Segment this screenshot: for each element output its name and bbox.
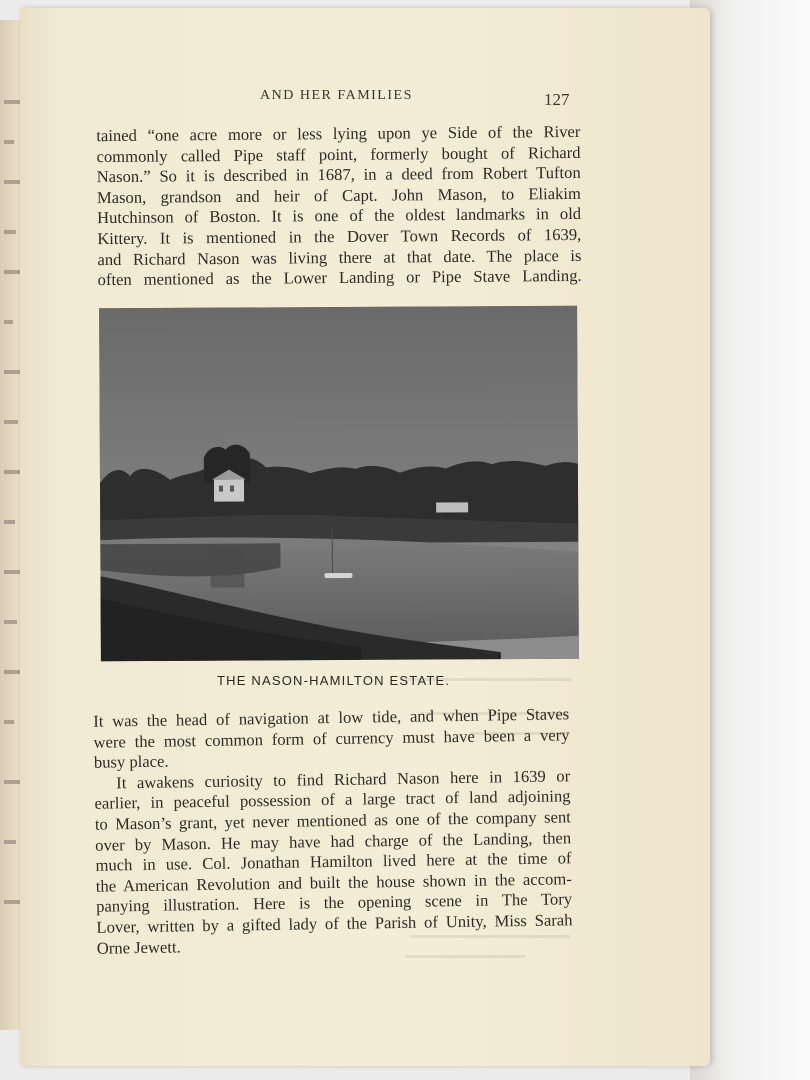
text-line: It was the head of navigation at low tide, and when Pipe Staves [93, 704, 570, 731]
text-line: Nason.” So it is described in 1687, in a deed from Robert Tufton [96, 163, 581, 187]
text-line: the American Revolution and built the house shown in the accom- [95, 869, 572, 896]
text-line: It awakens curiosity to find Richard Nason here in 1639 or [116, 766, 571, 793]
text-line: Kittery. It is mentioned in the Dover Town Records of 1639, [97, 224, 582, 249]
page-number: 127 [544, 90, 570, 109]
estate-photograph [99, 306, 579, 661]
text-line: Hutchinson of Boston. It is one of the oldest landmarks in old [97, 204, 582, 228]
text-line: busy place. [93, 751, 169, 772]
paragraph-continuation [93, 704, 573, 959]
text-line: often mentioned as the Lower Landing or Pipe Stave Landing. [97, 266, 582, 290]
paragraph-opening [96, 122, 581, 291]
text-line: Mason, grandson and heir of Capt. John Mason, to Eliakim [96, 183, 581, 207]
text-line: Lover, written by a gifted lady of the Parish of Unity, Miss Sarah [96, 910, 573, 937]
text-line: Orne Jewett. [96, 936, 181, 958]
text-line: tained “one acre more or less lying upon ye Side of the River [96, 121, 581, 146]
text-line: over by Mason. He may have had charge of the Landing, then [95, 827, 572, 855]
running-head: AND HER FAMILIES [260, 88, 413, 103]
bleed-through [405, 955, 525, 958]
text-line: to Mason’s grant, yet never mentioned as one of the company sent [94, 807, 571, 834]
text-line: and Richard Nason was living there at that date. The place is [97, 245, 582, 269]
text-line: were the most common form of currency must have been a very [93, 724, 570, 752]
text-line: earlier, in peaceful possession of a large tract of land adjoining [94, 786, 571, 814]
text-line: panying illustration. Here is the opening scene in The Tory [95, 889, 573, 917]
text-line: commonly called Pipe staff point, formerly bought of Richard [96, 142, 581, 166]
text-line: much in use. Col. Jonathan Hamilton lived here at the time of [95, 848, 572, 875]
estate-photo-image [99, 306, 579, 661]
figure-caption: THE NASON-HAMILTON ESTATE. [217, 673, 451, 688]
